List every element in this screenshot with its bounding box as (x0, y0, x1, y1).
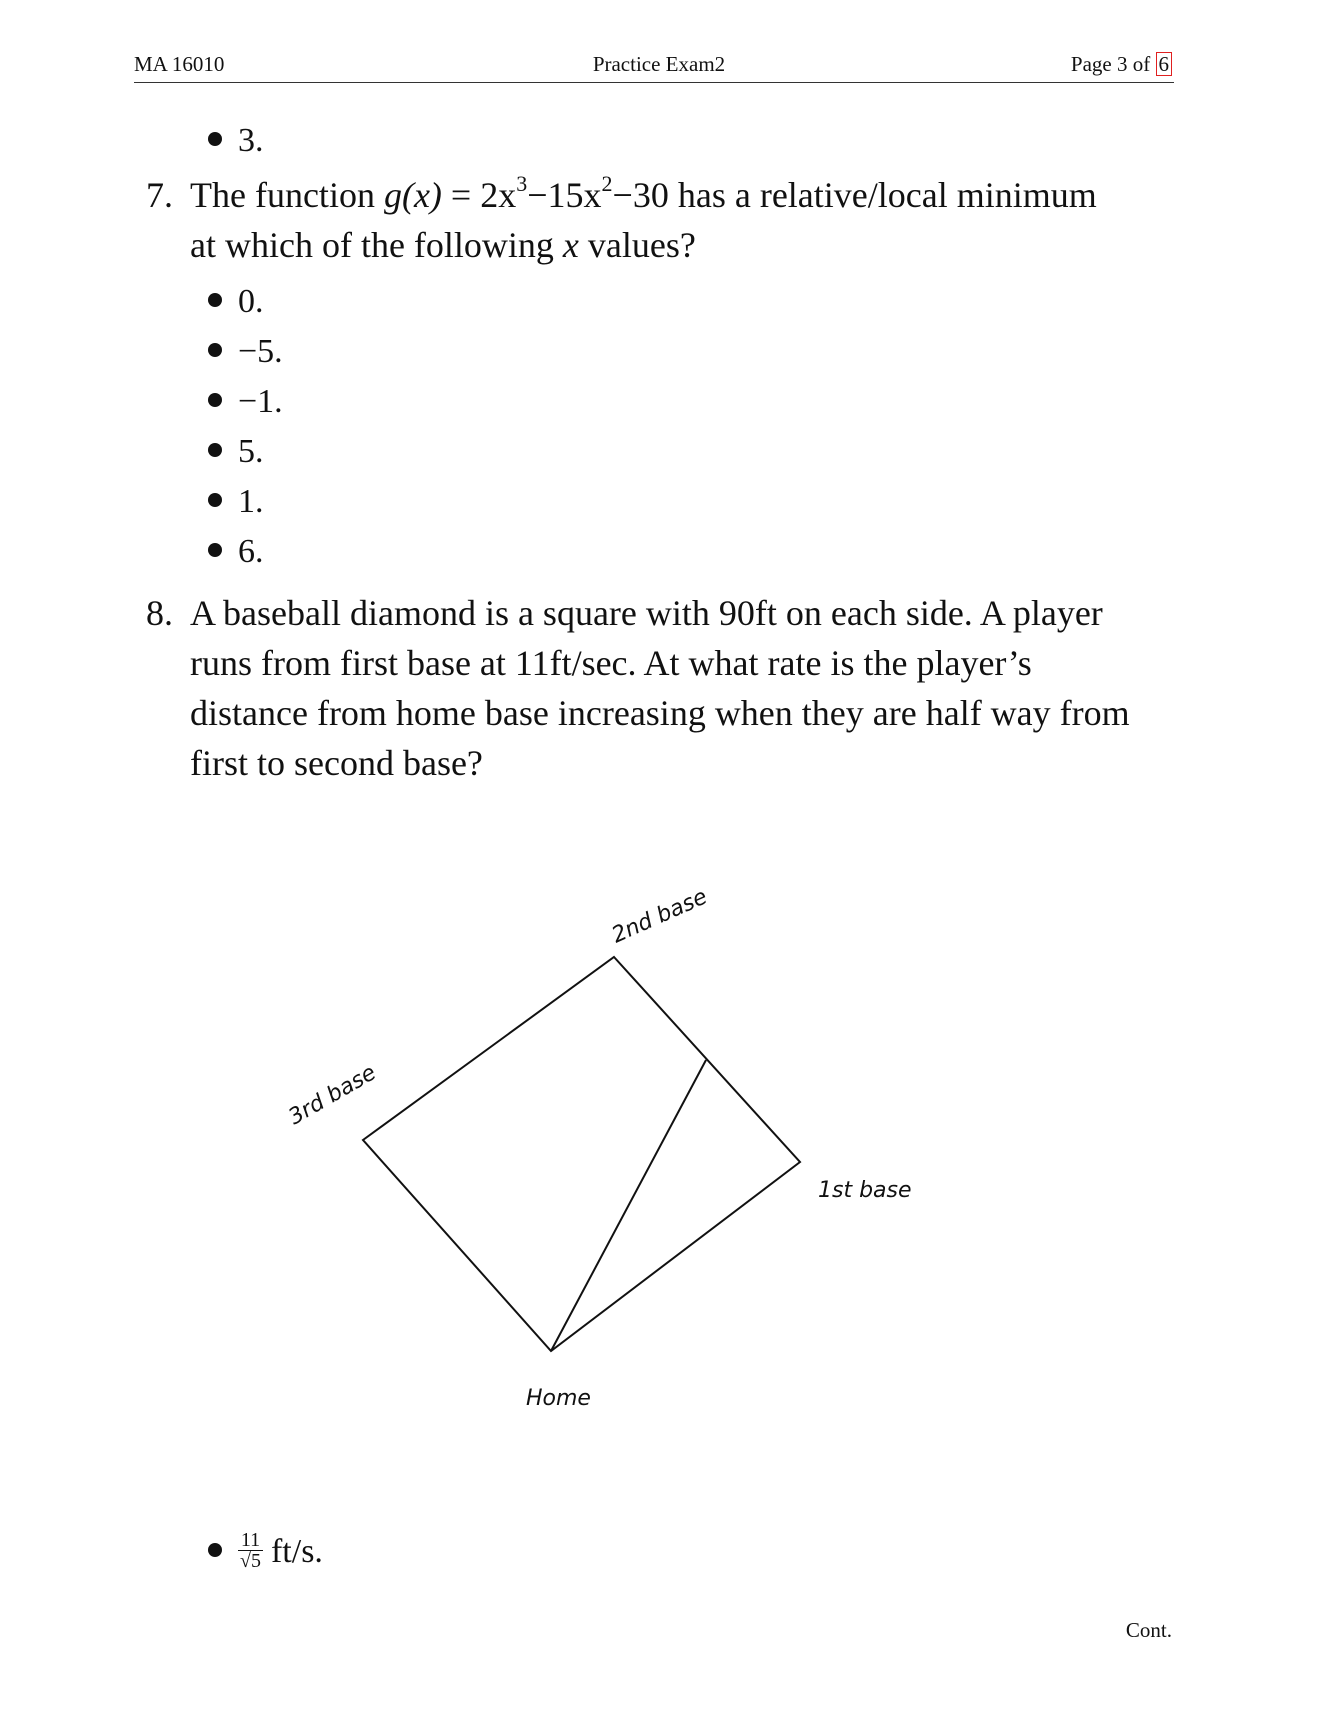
q8-line-1: 8. A baseball diamond is a square with 90ft on each side. A player (146, 588, 1176, 638)
answer-fraction: $\frac{11}{√5}$ (240, 1528, 261, 1572)
course-code: MA 16010 (134, 52, 225, 76)
q8-line-2: runs from first base at 11ft/sec. At what rate is the player’s (190, 643, 1032, 683)
q7-option-1[interactable]: 0. (208, 283, 264, 321)
q8-line-3: distance from home base increasing when they are half way from (190, 693, 1130, 733)
continued-note: Cont. (1125, 1618, 1172, 1642)
q7-option-4[interactable]: 5. (208, 433, 264, 471)
q8-number: 8. (146, 593, 173, 633)
q7-expression: $2x^3-15x^2-30$ (480, 171, 669, 215)
q8-option-1[interactable]: $\frac{11}{√5}$ ft/s. (208, 1533, 323, 1575)
q7-line-2: at which of the following x values? (190, 225, 696, 265)
q7-number: 7. (146, 175, 173, 215)
q7-option-3[interactable]: −1. (208, 383, 283, 421)
label-first-base: 1st base (818, 1178, 912, 1203)
q7-option-5[interactable]: 1. (208, 483, 264, 521)
exam-title: Practice Exam2 (592, 52, 726, 76)
q7-option-6[interactable]: 6. (208, 533, 264, 571)
q7-option-2[interactable]: −5. (208, 333, 283, 371)
label-third-base: 3rd base (284, 1060, 381, 1131)
q8-line-4: first to second base? (190, 743, 483, 783)
bullet-icon (208, 1543, 222, 1557)
page-total-link[interactable]: 6 (1156, 52, 1173, 76)
q7-line-1: 7. The function $g(x) = 2x^3-15x^2-30$ has a relative/local minimum (146, 170, 1176, 220)
distance-line (551, 1060, 706, 1351)
page-prefix: Page 3 of (1070, 52, 1151, 76)
option-prev: 3. (208, 122, 264, 160)
label-second-base: 2nd base (608, 884, 712, 949)
label-home: Home (526, 1386, 591, 1411)
